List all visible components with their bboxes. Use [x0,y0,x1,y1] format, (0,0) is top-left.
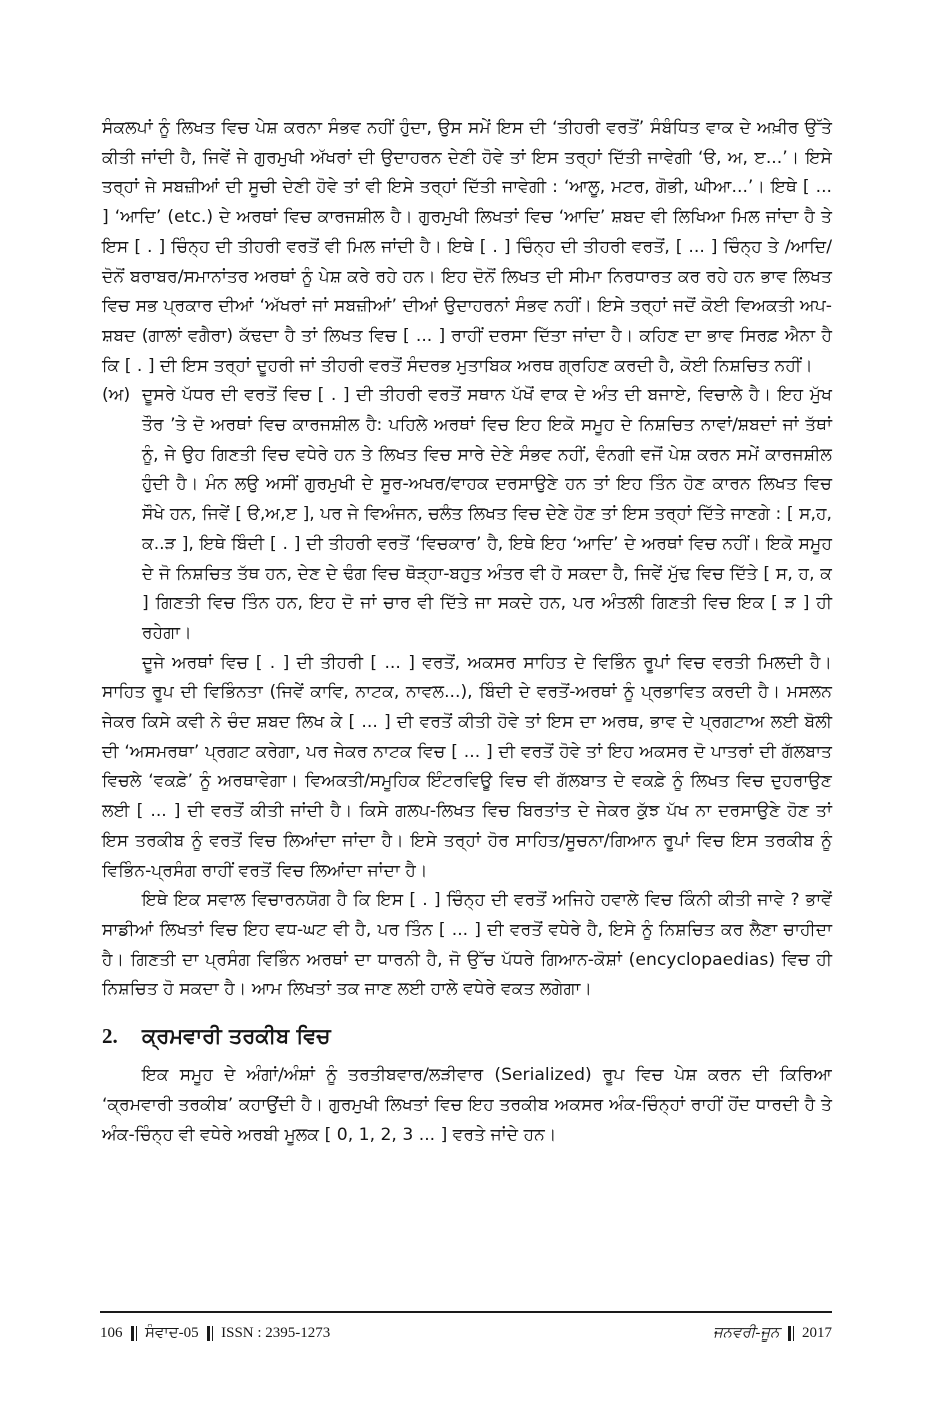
footer-rule [100,1311,832,1313]
separator-bars-icon [207,1326,214,1341]
separator-bars-icon [131,1326,138,1341]
list-item-text: ਦੂਸਰੇ ਪੱਧਰ ਦੀ ਵਰਤੋਂ ਵਿਚ [ . ] ਦੀ ਤੀਹਰੀ ਵਰਤੋਂ ਸਥਾਨ ਪੱਖੋਂ ਵਾਕ ਦੇ ਅੰਤ ਦੀ ਬਜਾਏ, ਵਿਚਾਲੇ ਹੈ। ਇਹ ਮੁੱਖ ਤੌਰ ’ਤੇ ਦੋ ਅਰਥਾਂ ਵਿਚ ਕਾਰਜਸ਼ੀਲ ਹੈ: ਪਹਿਲੇ ਅਰਥਾਂ ਵਿਚ ਇਹ ਇਕੋ ਸਮੂਹ ਦੇ ਨਿਸ਼ਚਿਤ ਨਾਵਾਂ/ਸ਼ਬਦਾਂ ਜਾਂ ਤੱਥਾਂ ਨੂੰ, ਜੇ ਉਹ ਗਿਣਤੀ ਵਿਚ ਵਧੇਰੇ ਹਨ ਤੇ ਲਿਖਤ ਵਿਚ ਸਾਰੇ ਦੇਣੇ ਸੰਭਵ ਨਹੀਂ, ਵੰਨਗੀ ਵਜੋਂ ਪੇਸ਼ ਕਰਨ ਸਮੇਂ ਕਾਰਜਸ਼ੀਲ ਹੁੰਦੀ ਹੈ। ਮੰਨ ਲਉ ਅਸੀਂ ਗੁਰਮੁਖੀ ਦੇ ਸੂਰ-ਅਖਰ/ਵਾਹਕ ਦਰਸਾਉਣੇ ਹਨ ਤਾਂ ਇਹ ਤਿੰਨ ਹੋਣ ਕਾਰਨ ਲਿਖਤ ਵਿਚ ਸੌਖੇ ਹਨ, ਜਿਵੇਂ [ ੳ,ਅ,ੲ ], ਪਰ ਜੇ ਵਿਅੰਜਨ, ਚਲੰਤ ਲਿਖਤ ਵਿਚ ਦੇਣੇ ਹੋਣ ਤਾਂ ਇਸ ਤਰ੍ਹਾਂ ਦਿੱਤੇ ਜਾਣਗੇ : [ ਸ,ਹ, ਕ..ੜ ], ਇਥੇ ਬਿੰਦੀ [ . ] ਦੀ ਤੀਹਰੀ ਵਰਤੋਂ ‘ਵਿਚਕਾਰ’ ਹੈ, ਇਥੇ ਇਹ ‘ਆਦਿ’ ਦੇ ਅਰਥਾਂ ਵਿਚ ਨਹੀਂ। ਇਕੋ ਸਮੂਹ ਦੇ ਜੋ ਨਿਸ਼ਚਿਤ ਤੱਥ ਹਨ, ਦੇਣ ਦੇ ਢੰਗ ਵਿਚ ਥੋੜ੍ਹਾ-ਬਹੁਤ ਅੰਤਰ ਵੀ ਹੋ ਸਕਦਾ ਹੈ, ਜਿਵੇਂ ਮੁੱਢ ਵਿਚ ਦਿੱਤੇ [ ਸ, ਹ, ਕ ] ਗਿਣਤੀ ਵਿਚ ਤਿੰਨ ਹਨ, ਇਹ ਦੋ ਜਾਂ ਚਾਰ ਵੀ ਦਿੱਤੇ ਜਾ ਸਕਦੇ ਹਨ, ਪਰ ਅੰਤਲੀ ਗਿਣਤੀ ਵਿਚ ਇਕ [ ੜ ] ਹੀ ਰਹੇਗਾ। [142,385,832,643]
paragraph-continued: ਸੰਕਲਪਾਂ ਨੂੰ ਲਿਖਤ ਵਿਚ ਪੇਸ਼ ਕਰਨਾ ਸੰਭਵ ਨਹੀਂ ਹੁੰਦਾ, ਉਸ ਸਮੇਂ ਇਸ ਦੀ ‘ਤੀਹਰੀ ਵਰਤੋਂ’ ਸੰਬੰਧਿਤ ਵਾਕ ਦੇ ਅਖ਼ੀਰ ਉੱਤੇ ਕੀਤੀ ਜਾਂਦੀ ਹੈ, ਜਿਵੇਂ ਜੇ ਗੁਰਮੁਖੀ ਅੱਖਰਾਂ ਦੀ ਉਦਾਹਰਨ ਦੇਣੀ ਹੋਵੇ ਤਾਂ ਇਸ ਤਰ੍ਹਾਂ ਦਿੱਤੀ ਜਾਵੇਗੀ ‘ੳ, ਅ, ੲ...’। ਇਸੇ ਤਰ੍ਹਾਂ ਜੇ ਸਬਜ਼ੀਆਂ ਦੀ ਸੂਚੀ ਦੇਣੀ ਹੋਵੇ ਤਾਂ ਵੀ ਇਸੇ ਤਰ੍ਹਾਂ ਦਿੱਤੀ ਜਾਵੇਗੀ : ‘ਆਲੂ, ਮਟਰ, ਗੋਭੀ, ਘੀਆ...’। ਇਥੇ [ ... ] ‘ਆਦਿ’ (etc.) ਦੇ ਅਰਥਾਂ ਵਿਚ ਕਾਰਜਸ਼ੀਲ ਹੈ। ਗੁਰਮੁਖੀ ਲਿਖਤਾਂ ਵਿਚ ‘ਆਦਿ’ ਸ਼ਬਦ ਵੀ ਲਿਖਿਆ ਮਿਲ ਜਾਂਦਾ ਹੈ ਤੇ ਇਸ [ . ] ਚਿੰਨ੍ਹ ਦੀ ਤੀਹਰੀ ਵਰਤੋਂ ਵੀ ਮਿਲ ਜਾਂਦੀ ਹੈ। ਇਥੇ [ . ] ਚਿੰਨ੍ਹ ਦੀ ਤੀਹਰੀ ਵਰਤੋਂ, [ ... ] ਚਿੰਨ੍ਹ ਤੇ /ਆਦਿ/ ਦੋਨੋਂ ਬਰਾਬਰ/ਸਮਾਨਾਂਤਰ ਅਰਥਾਂ ਨੂੰ ਪੇਸ਼ ਕਰੇ ਰਹੇ ਹਨ। ਇਹ ਦੋਨੋਂ ਲਿਖਤ ਦੀ ਸੀਮਾ ਨਿਰਧਾਰਤ ਕਰ ਰਹੇ ਹਨ ਭਾਵ ਲਿਖਤ ਵਿਚ ਸਭ ਪ੍ਰਕਾਰ ਦੀਆਂ ‘ਅੱਖਰਾਂ ਜਾਂ ਸਬਜ਼ੀਆਂ’ ਦੀਆਂ ਉਦਾਹਰਨਾਂ ਸੰਭਵ ਨਹੀਂ। ਇਸੇ ਤਰ੍ਹਾਂ ਜਦੋਂ ਕੋਈ ਵਿਅਕਤੀ ਅਪ-ਸ਼ਬਦ (ਗਾਲਾਂ ਵਗੈਰਾ) ਕੱਢਦਾ ਹੈ ਤਾਂ ਲਿਖਤ ਵਿਚ [ ... ] ਰਾਹੀਂ ਦਰਸਾ ਦਿੱਤਾ ਜਾਂਦਾ ਹੈ। ਕਹਿਣ ਦਾ ਭਾਵ ਸਿਰਫ਼ ਐਨਾ ਹੈ ਕਿ [ . ] ਦੀ ਇਸ ਤਰ੍ਹਾਂ ਦੂਹਰੀ ਜਾਂ ਤੀਹਰੀ ਵਰਤੋਂ ਸੰਦਰਭ ਮੁਤਾਬਿਕ ਅਰਥ ਗ੍ਰਹਿਣ ਕਰਦੀ ਹੈ, ਕੋਈ ਨਿਸ਼ਚਿਤ ਨਹੀਂ। [102,118,832,376]
separator-bars-icon [788,1326,795,1341]
section-title: ਕ੍ਰਮਵਾਰੀ ਤਰਕੀਬ ਵਿਚ [142,1024,331,1049]
issue-year: 2017 [802,1325,832,1341]
page-number: 106 [100,1325,123,1341]
paragraph: ਦੂਜੇ ਅਰਥਾਂ ਵਿਚ [ . ] ਦੀ ਤੀਹਰੀ [ ... ] ਵਰਤੋਂ, ਅਕਸਰ ਸਾਹਿਤ ਦੇ ਵਿਭਿੰਨ ਰੂਪਾਂ ਵਿਚ ਵਰਤੀ ਮਿਲਦੀ ਹੈ। ਸਾਹਿਤ ਰੂਪ ਦੀ ਵਿਭਿੰਨਤਾ (ਜਿਵੇਂ ਕਾਵਿ, ਨਾਟਕ, ਨਾਵਲ...), ਬਿੰਦੀ ਦੇ ਵਰਤੋਂ-ਅਰਥਾਂ ਨੂੰ ਪ੍ਰਭਾਵਿਤ ਕਰਦੀ ਹੈ। ਮਸਲਨ ਜੇਕਰ ਕਿਸੇ ਕਵੀ ਨੇ ਚੰਦ ਸ਼ਬਦ ਲਿਖ ਕੇ [ ... ] ਦੀ ਵਰਤੋਂ ਕੀਤੀ ਹੋਵੇ ਤਾਂ ਇਸ ਦਾ ਅਰਥ, ਭਾਵ ਦੇ ਪ੍ਰਗਟਾਅ ਲਈ ਬੋਲੀ ਦੀ ‘ਅਸਮਰਥਾ’ ਪ੍ਰਗਟ ਕਰੇਗਾ, ਪਰ ਜੇਕਰ ਨਾਟਕ ਵਿਚ [ ... ] ਦੀ ਵਰਤੋਂ ਹੋਵੇ ਤਾਂ ਇਹ ਅਕਸਰ ਦੋ ਪਾਤਰਾਂ ਦੀ ਗੱਲਬਾਤ ਵਿਚਲੇ ‘ਵਕਫ਼ੇ’ ਨੂੰ ਅਰਥਾਵੇਗਾ। ਵਿਅਕਤੀ/ਸਮੂਹਿਕ ਇੰਟਰਵਿਊ ਵਿਚ ਵੀ ਗੱਲਬਾਤ ਦੇ ਵਕਫ਼ੇ ਨੂੰ ਲਿਖਤ ਵਿਚ ਦੁਹਰਾਉਣ ਲਈ [ ... ] ਦੀ ਵਰਤੋਂ ਕੀਤੀ ਜਾਂਦੀ ਹੈ। ਕਿਸੇ ਗਲਪ-ਲਿਖਤ ਵਿਚ ਬਿਰਤਾਂਤ ਦੇ ਜੇਕਰ ਕੁੱਝ ਪੱਖ ਨਾ ਦਰਸਾਉਣੇ ਹੋਣ ਤਾਂ ਇਸ ਤਰਕੀਬ ਨੂੰ ਵਰਤੋਂ ਵਿਚ ਲਿਆਂਦਾ ਜਾਂਦਾ ਹੈ। ਇਸੇ ਤਰ੍ਹਾਂ ਹੋਰ ਸਾਹਿਤ/ਸੂਚਨਾ/ਗਿਆਨ ਰੂਪਾਂ ਵਿਚ ਇਸ ਤਰਕੀਬ ਨੂੰ ਵਿਭਿੰਨ-ਪ੍ਰਸੰਗ ਰਾਹੀਂ ਵਰਤੋਂ ਵਿਚ ਲਿਆਂਦਾ ਜਾਂਦਾ ਹੈ। [102,652,832,881]
journal-name: ਸੰਵਾਦ-05 [145,1325,199,1341]
list-marker: (ਅ) [102,385,131,406]
section-heading [102,1021,832,1051]
issn: ISSN : 2395-1273 [221,1325,331,1341]
body-text [102,114,832,1150]
page-footer [100,1323,832,1343]
issue-period: ਜਨਵਰੀ-ਜੂਨ [712,1325,780,1341]
paragraph: ਇਕ ਸਮੂਹ ਦੇ ਅੰਗਾਂ/ਅੰਸ਼ਾਂ ਨੂੰ ਤਰਤੀਬਵਾਰ/ਲੜੀਵਾਰ (Serialized) ਰੂਪ ਵਿਚ ਪੇਸ਼ ਕਰਨ ਦੀ ਕਿਰਿਆ ‘ਕ੍ਰਮਵਾਰੀ ਤਰਕੀਬ’ ਕਹਾਉਂਦੀ ਹੈ। ਗੁਰਮੁਖੀ ਲਿਖਤਾਂ ਵਿਚ ਇਹ ਤਰਕੀਬ ਅਕਸਰ ਅੰਕ-ਚਿੰਨ੍ਹਾਂ ਰਾਹੀਂ ਹੋਂਦ ਧਾਰਦੀ ਹੈ ਤੇ ਅੰਕ-ਚਿੰਨ੍ਹ ਵੀ ਵਧੇਰੇ ਅਰਬੀ ਮੂਲਕ [ 0, 1, 2, 3 ... ] ਵਰਤੇ ਜਾਂਦੇ ਹਨ। [102,1065,832,1145]
paragraph: ਇਥੇ ਇਕ ਸਵਾਲ ਵਿਚਾਰਨਯੋਗ ਹੈ ਕਿ ਇਸ [ . ] ਚਿੰਨ੍ਹ ਦੀ ਵਰਤੋਂ ਅਜਿਹੇ ਹਵਾਲੇ ਵਿਚ ਕਿੰਨੀ ਕੀਤੀ ਜਾਵੇ ? ਭਾਵੇਂ ਸਾਡੀਆਂ ਲਿਖਤਾਂ ਵਿਚ ਇਹ ਵਧ-ਘਟ ਵੀ ਹੈ, ਪਰ ਤਿੰਨ [ ... ] ਦੀ ਵਰਤੋਂ ਵਧੇਰੇ ਹੈ, ਇਸੇ ਨੂੰ ਨਿਸ਼ਚਿਤ ਕਰ ਲੈਣਾ ਚਾਹੀਦਾ ਹੈ। ਗਿਣਤੀ ਦਾ ਪ੍ਰਸੰਗ ਵਿਭਿੰਨ ਅਰਥਾਂ ਦਾ ਧਾਰਨੀ ਹੈ, ਜੋ ਉੱਚ ਪੱਧਰੇ ਗਿਆਨ-ਕੋਸ਼ਾਂ (encyclopaedias) ਵਿਚ ਹੀ ਨਿਸ਼ਚਿਤ ਹੋ ਸਕਦਾ ਹੈ। ਆਮ ਲਿਖਤਾਂ ਤਕ ਜਾਣ ਲਈ ਹਾਲੇ ਵਧੇਰੇ ਵਕਤ ਲਗੇਗਾ। [102,890,832,1000]
section-number: 2. [102,1024,118,1049]
list-item-a [102,381,832,648]
